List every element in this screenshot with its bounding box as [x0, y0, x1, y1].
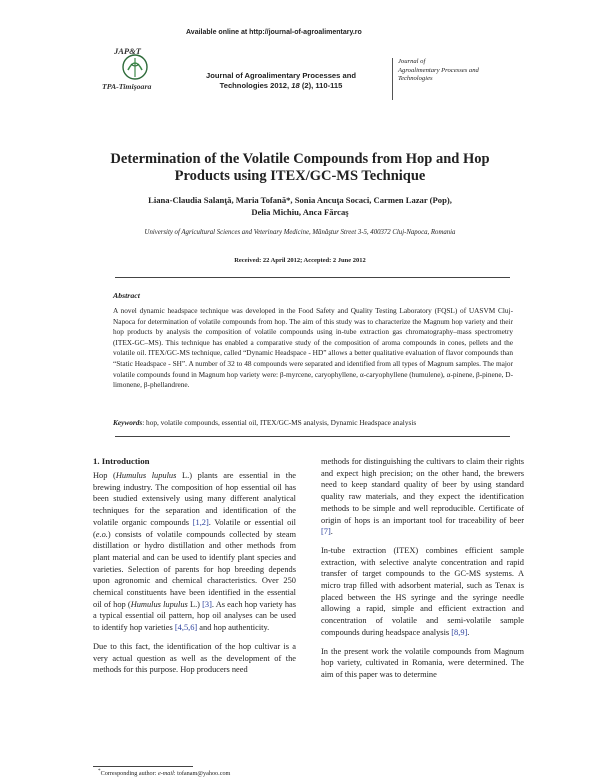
journal-citation: [191, 71, 371, 91]
journal-pages: (2), 110-115: [299, 81, 343, 90]
corresponding-author-footnote: *Corresponding author: e-mail: tofanam@yahoo.com: [98, 768, 231, 777]
text-run: ) consists of volatile compounds collected by steam distillation or hydro distillation and other methods from plant material and can be used to identify plant species and varieties. Selection of parents for hop breeding depends upon agronomic and chemical characteristics. Over 250 chemical constituents have been identified in the essential oil of hop (: [93, 529, 296, 609]
intro-paragraph-1: [93, 470, 296, 634]
abbreviation: e.o.: [95, 529, 108, 539]
body-right-column: [321, 456, 524, 688]
text-run: Hop (: [93, 471, 116, 480]
logo-top-text: JAP&T: [114, 46, 141, 56]
received-accepted-dates: Received: 22 April 2012; Accepted: 2 June 2012: [234, 257, 366, 264]
species-name: Humulus lupulus: [115, 471, 177, 480]
article-title: [80, 151, 520, 185]
intro-paragraph-4: [321, 545, 524, 639]
text-run: . Volatile or essential oil (: [93, 517, 296, 539]
footnote-email-label: e-mail: [157, 770, 174, 777]
text-run: L.): [187, 599, 203, 609]
text-run: . As each hop variety has a typical essential oil pattern, hop oil analyses can be used to identify hop varieties: [93, 599, 296, 633]
abstract-heading: Abstract: [113, 291, 140, 300]
section-heading-introduction: 1. Introduction: [93, 456, 150, 466]
citation-link[interactable]: [8,9]: [451, 627, 468, 637]
journal-volume: 18: [291, 81, 300, 90]
authors-line2: Delia Michiu, Anca Fărcaş: [251, 207, 349, 217]
logo-bottom-text: TPA-Timişoara: [102, 82, 152, 91]
abstract-text: A novel dynamic headspace technique was developed in the Food Safety and Quality Testing Laboratory (FQSL) of UASVM Cluj-Napoca for determination of volatile compounds from hop. The aim of this study was to characterize the Magnum hop variety and their hop products by analysis the composition of volatile compounds using in-tube extraction gas chromatography–mass spectrometry (ITEX-GC–MS). This technique has enabled a comparative study of the composition of aroma compounds in cones, pellets and the volatile oil. ITEX/GC-MS technique, called “Dynamic Headspace - HD” allows a better qualitative evaluation of flavor compounds than “Static Headspace - SH”. A number of 32 to 48 compounds were separated and identified from all types of Magnum samples. The major volatile compounds found in Magnum hop variety were: β-myrcene, caryophyllene, α-caryophyllene (humulene), α-pinene, β-pinene, D-limonene, β-phellandrene.: [113, 306, 513, 390]
journal-box-line1: Journal of: [398, 58, 426, 65]
text-run: .: [467, 627, 470, 637]
species-name: Humulus lupulus: [130, 599, 188, 609]
keywords-list: : hop, volatile compounds, essential oil, ITEX/GC-MS analysis, Dynamic Headspace analysis: [142, 418, 417, 427]
affiliation: University of Agricultural Sciences and Veterinary Medicine, Mănăştur Street 3-5, 400372 Cluj-Napoca, Romania: [144, 229, 456, 236]
text-run: .: [330, 527, 333, 537]
citation-link[interactable]: [4,5,6]: [174, 623, 198, 633]
text-run: In-tube extraction (ITEX) combines efficient sample extraction, with selective analyte concentration and rapid transfer of target compounds to the GC-MS systems. A micro trap filled with adsorbent material, such as Tenax is placed between the HS syringe and the syringe needle allowing a rapid, simple and efficient extraction and concentration of volatile and semi-volatile sample compounds during headspace analysis: [321, 545, 524, 637]
citation-link[interactable]: [1,2]: [192, 517, 209, 527]
text-run: and hop authenticity.: [197, 623, 270, 633]
keywords: [113, 418, 513, 427]
divider-bottom: [115, 436, 510, 437]
authors-line1: Liana-Claudia Salanţă, Maria Tofană*, Sonia Ancuţa Socaci, Carmen Lazar (Pop),: [148, 195, 452, 205]
intro-paragraph-5: In the present work the volatile compounds from Magnum hop variety, cultivated in Romania, were determined. The aim of this paper was to determine: [321, 646, 524, 679]
article-title-line1: Determination of the Volatile Compounds from Hop and Hop: [110, 151, 490, 167]
journal-box-line3: Technologies: [398, 75, 433, 82]
divider-top: [115, 277, 510, 278]
journal-name-box: [392, 58, 504, 100]
text-run: methods for distinguishing the cultivars to claim their rights and expect high precision; on the other hand, the brewers need to keep standard quality of beer by using standard quality raw materials, and they expect the identification methods to be simple and well reproducible. Certificate of origin of hops is an important tool for traceability of beer: [321, 457, 524, 525]
footnote-label: Corresponding author:: [100, 770, 158, 777]
citation-link[interactable]: [3]: [202, 599, 212, 609]
text-run: L.) plants are essential in the brewing industry. The composition of hop essential oil has been studied extensively using many different analytical techniques for the separation and identification of the volatile organic compounds: [93, 471, 296, 527]
footnote-email: : tofanam@yahoo.com: [173, 770, 231, 777]
intro-paragraph-3: [321, 456, 524, 538]
journal-citation-line1: Journal of Agroalimentary Processes and: [206, 71, 356, 80]
intro-paragraph-2: Due to this fact, the identification of the hop cultivar is a very actual question as well as the development of the methods for this purpose. Hop producers need: [93, 641, 296, 675]
keywords-label: Keywords: [113, 418, 143, 427]
journal-citation-line2: Technologies 2012,: [219, 81, 292, 90]
journal-logo: [100, 46, 170, 94]
article-title-line2: Products using ITEX/GC-MS Technique: [174, 168, 426, 184]
journal-box-line2: Agroalimentary Processes and: [398, 66, 479, 74]
available-online-note: Available online at http://journal-of-agroalimentary.ro: [186, 29, 362, 36]
footnote-divider: [93, 766, 193, 767]
body-left-column: [93, 470, 296, 683]
citation-link[interactable]: [7]: [321, 527, 331, 537]
author-list: [90, 194, 510, 218]
